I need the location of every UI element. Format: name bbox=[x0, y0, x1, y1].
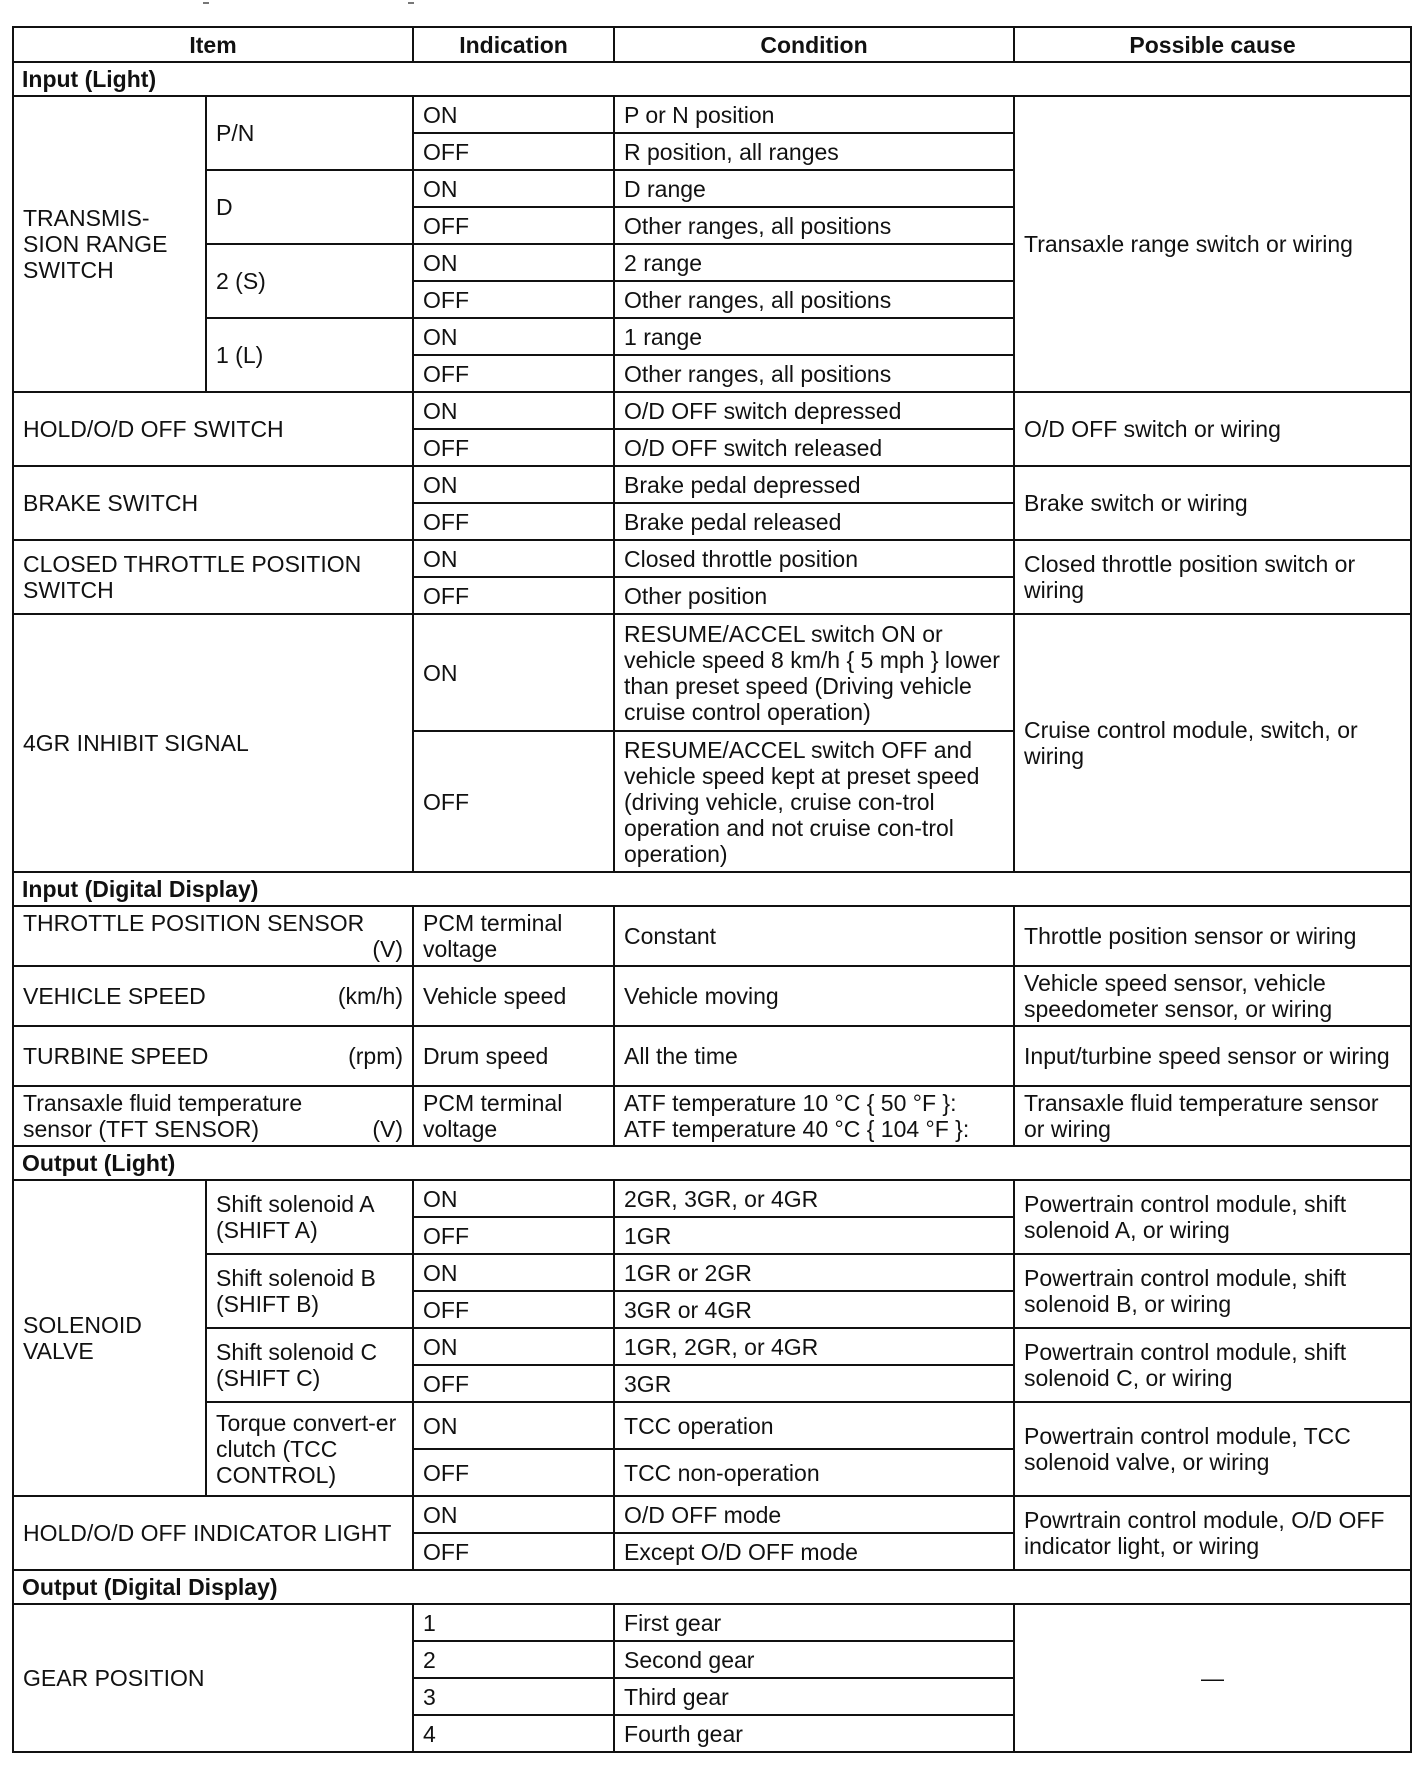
indication: ON bbox=[413, 1180, 614, 1217]
condition-line: ATF temperature 40 °C { 104 °F }: bbox=[624, 1116, 970, 1142]
indication: ON bbox=[413, 1328, 614, 1365]
header-possible-cause: Possible cause bbox=[1014, 27, 1411, 62]
item-tft-sensor bbox=[13, 1086, 413, 1146]
condition: 2 range bbox=[614, 244, 1014, 281]
table-row bbox=[13, 1026, 1411, 1086]
item-unit: (rpm) bbox=[348, 1043, 404, 1069]
condition: D range bbox=[614, 170, 1014, 207]
indication: ON bbox=[413, 1402, 614, 1449]
indication: OFF bbox=[413, 577, 614, 614]
table-row bbox=[13, 1604, 1411, 1641]
condition: Brake pedal released bbox=[614, 503, 1014, 540]
condition: RESUME/ACCEL switch OFF and vehicle speed kept at preset speed (driving vehicle, cruise con-trol operation and not cruise con-trol operation) bbox=[614, 731, 1014, 872]
item-unit: (V) bbox=[372, 1116, 404, 1142]
item-hold-od-off-switch: HOLD/O/D OFF SWITCH bbox=[13, 392, 413, 466]
indication: ON bbox=[413, 244, 614, 281]
condition: 1 range bbox=[614, 318, 1014, 355]
item-throttle-position-sensor bbox=[13, 906, 413, 966]
indication: ON bbox=[413, 392, 614, 429]
possible-cause: Closed throttle position switch or wiring bbox=[1014, 540, 1411, 614]
indication: PCM terminal voltage bbox=[413, 1086, 614, 1146]
table-row bbox=[13, 966, 1411, 1026]
possible-cause: Powertrain control module, shift solenoid A, or wiring bbox=[1014, 1180, 1411, 1254]
indication: OFF bbox=[413, 1449, 614, 1496]
section-input-digital-display: Input (Digital Display) bbox=[13, 872, 1411, 906]
possible-cause: — bbox=[1014, 1604, 1411, 1752]
possible-cause: Throttle position sensor or wiring bbox=[1014, 906, 1411, 966]
indication: OFF bbox=[413, 281, 614, 318]
condition: All the time bbox=[614, 1026, 1014, 1086]
indication: Vehicle speed bbox=[413, 966, 614, 1026]
indication: ON bbox=[413, 170, 614, 207]
indication: OFF bbox=[413, 429, 614, 466]
indication: OFF bbox=[413, 1291, 614, 1328]
possible-cause: Vehicle speed sensor, vehicle speedometer sensor, or wiring bbox=[1014, 966, 1411, 1026]
possible-cause: Input/turbine speed sensor or wiring bbox=[1014, 1026, 1411, 1086]
sub-item: Shift solenoid B (SHIFT B) bbox=[206, 1254, 413, 1328]
indication: OFF bbox=[413, 133, 614, 170]
possible-cause: O/D OFF switch or wiring bbox=[1014, 392, 1411, 466]
indication: OFF bbox=[413, 1365, 614, 1402]
condition: Other position bbox=[614, 577, 1014, 614]
condition: First gear bbox=[614, 1604, 1014, 1641]
condition: Except O/D OFF mode bbox=[614, 1533, 1014, 1570]
condition: O/D OFF switch depressed bbox=[614, 392, 1014, 429]
item-unit: (km/h) bbox=[337, 983, 404, 1009]
table-row bbox=[13, 540, 1411, 577]
condition: Other ranges, all positions bbox=[614, 281, 1014, 318]
possible-cause: Brake switch or wiring bbox=[1014, 466, 1411, 540]
table-row bbox=[13, 1254, 1411, 1291]
item-4gr-inhibit-signal: 4GR INHIBIT SIGNAL bbox=[13, 614, 413, 872]
indication: 1 bbox=[413, 1604, 614, 1641]
sub-item: P/N bbox=[206, 96, 413, 170]
section-input-light: Input (Light) bbox=[13, 62, 1411, 96]
indication: PCM terminal voltage bbox=[413, 906, 614, 966]
indication: ON bbox=[413, 614, 614, 731]
item-vehicle-speed bbox=[13, 966, 413, 1026]
condition: O/D OFF mode bbox=[614, 1496, 1014, 1533]
possible-cause: Powertrain control module, shift solenoid C, or wiring bbox=[1014, 1328, 1411, 1402]
condition: R position, all ranges bbox=[614, 133, 1014, 170]
scan-mark bbox=[408, 2, 414, 4]
item-gear-position: GEAR POSITION bbox=[13, 1604, 413, 1752]
indication: ON bbox=[413, 1496, 614, 1533]
table-row bbox=[13, 466, 1411, 503]
indication: 3 bbox=[413, 1678, 614, 1715]
header-item: Item bbox=[13, 27, 413, 62]
item-label: Transaxle fluid temperature sensor (TFT SENSOR) bbox=[23, 1090, 303, 1142]
table-row bbox=[13, 1496, 1411, 1533]
item-label: TURBINE SPEED bbox=[23, 1043, 209, 1069]
table-row bbox=[13, 1328, 1411, 1365]
section-row bbox=[13, 1146, 1411, 1180]
condition: 3GR bbox=[614, 1365, 1014, 1402]
section-row bbox=[13, 872, 1411, 906]
section-row bbox=[13, 62, 1411, 96]
item-transmission-range-switch: TRANSMIS- SION RANGE SWITCH bbox=[13, 96, 206, 392]
condition: Fourth gear bbox=[614, 1715, 1014, 1752]
indication: ON bbox=[413, 1254, 614, 1291]
condition: Third gear bbox=[614, 1678, 1014, 1715]
table-row bbox=[13, 392, 1411, 429]
diagnostic-monitor-table bbox=[12, 26, 1412, 1753]
condition-line: ATF temperature 10 °C { 50 °F }: bbox=[624, 1090, 957, 1116]
indication: ON bbox=[413, 96, 614, 133]
scan-mark bbox=[203, 2, 209, 4]
indication: OFF bbox=[413, 1217, 614, 1254]
table-row bbox=[13, 1402, 1411, 1449]
possible-cause: Powertrain control module, shift solenoid B, or wiring bbox=[1014, 1254, 1411, 1328]
table-row bbox=[13, 906, 1411, 966]
header-condition: Condition bbox=[614, 27, 1014, 62]
item-solenoid-valve: SOLENOID VALVE bbox=[13, 1180, 206, 1496]
item-brake-switch: BRAKE SWITCH bbox=[13, 466, 413, 540]
header-row bbox=[13, 27, 1411, 62]
table-row bbox=[13, 614, 1411, 731]
sub-item: Torque convert-er clutch (TCC CONTROL) bbox=[206, 1402, 413, 1496]
header-indication: Indication bbox=[413, 27, 614, 62]
condition bbox=[614, 1086, 1014, 1146]
indication: OFF bbox=[413, 207, 614, 244]
indication: OFF bbox=[413, 355, 614, 392]
condition: 1GR bbox=[614, 1217, 1014, 1254]
possible-cause: Powrtrain control module, O/D OFF indicator light, or wiring bbox=[1014, 1496, 1411, 1570]
condition: RESUME/ACCEL switch ON or vehicle speed 8 km/h { 5 mph } lower than preset speed (Driving vehicle cruise control operation) bbox=[614, 614, 1014, 731]
table-row bbox=[13, 1180, 1411, 1217]
item-label: THROTTLE POSITION SENSOR bbox=[23, 910, 365, 936]
section-row bbox=[13, 1570, 1411, 1604]
condition: P or N position bbox=[614, 96, 1014, 133]
sub-item: Shift solenoid A (SHIFT A) bbox=[206, 1180, 413, 1254]
table-row bbox=[13, 96, 1411, 133]
section-output-light: Output (Light) bbox=[13, 1146, 1411, 1180]
sub-item: D bbox=[206, 170, 413, 244]
indication: OFF bbox=[413, 731, 614, 872]
condition: 1GR, 2GR, or 4GR bbox=[614, 1328, 1014, 1365]
indication: ON bbox=[413, 540, 614, 577]
condition: TCC operation bbox=[614, 1402, 1014, 1449]
indication: OFF bbox=[413, 1533, 614, 1570]
condition: Other ranges, all positions bbox=[614, 207, 1014, 244]
condition: 1GR or 2GR bbox=[614, 1254, 1014, 1291]
condition: 3GR or 4GR bbox=[614, 1291, 1014, 1328]
condition: Closed throttle position bbox=[614, 540, 1014, 577]
sub-item: 1 (L) bbox=[206, 318, 413, 392]
indication: ON bbox=[413, 466, 614, 503]
condition: Brake pedal depressed bbox=[614, 466, 1014, 503]
indication: OFF bbox=[413, 503, 614, 540]
item-label: VEHICLE SPEED bbox=[23, 983, 206, 1009]
condition: 2GR, 3GR, or 4GR bbox=[614, 1180, 1014, 1217]
table-row bbox=[13, 1086, 1411, 1146]
condition: Other ranges, all positions bbox=[614, 355, 1014, 392]
indication: ON bbox=[413, 318, 614, 355]
condition: Second gear bbox=[614, 1641, 1014, 1678]
section-output-digital-display: Output (Digital Display) bbox=[13, 1570, 1411, 1604]
indication: 4 bbox=[413, 1715, 614, 1752]
indication: 2 bbox=[413, 1641, 614, 1678]
item-closed-throttle-position-switch: CLOSED THROTTLE POSITION SWITCH bbox=[13, 540, 413, 614]
sub-item: Shift solenoid C (SHIFT C) bbox=[206, 1328, 413, 1402]
possible-cause: Transaxle fluid temperature sensor or wiring bbox=[1014, 1086, 1411, 1146]
possible-cause: Powertrain control module, TCC solenoid valve, or wiring bbox=[1014, 1402, 1411, 1496]
sub-item: 2 (S) bbox=[206, 244, 413, 318]
condition: O/D OFF switch released bbox=[614, 429, 1014, 466]
item-turbine-speed bbox=[13, 1026, 413, 1086]
condition: Vehicle moving bbox=[614, 966, 1014, 1026]
item-unit: (V) bbox=[372, 936, 404, 962]
indication: Drum speed bbox=[413, 1026, 614, 1086]
condition: TCC non-operation bbox=[614, 1449, 1014, 1496]
possible-cause: Transaxle range switch or wiring bbox=[1014, 96, 1411, 392]
condition: Constant bbox=[614, 906, 1014, 966]
possible-cause: Cruise control module, switch, or wiring bbox=[1014, 614, 1411, 872]
item-hold-od-off-indicator-light: HOLD/O/D OFF INDICATOR LIGHT bbox=[13, 1496, 413, 1570]
